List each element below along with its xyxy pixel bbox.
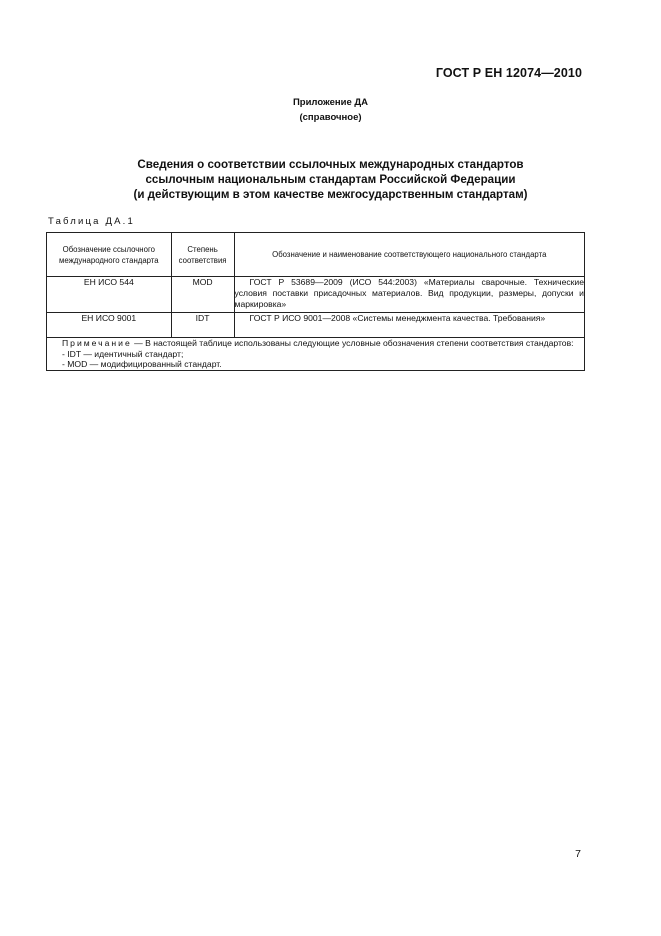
correspondence-table bbox=[46, 232, 585, 371]
section-title-line: ссылочным национальным стандартам Российской Федерации bbox=[145, 173, 516, 186]
table-header-row bbox=[47, 233, 585, 277]
cell-intl-standard: ЕН ИСО 9001 bbox=[47, 313, 172, 338]
national-standard-text: ГОСТ Р ИСО 9001—2008 «Системы менеджмента качества. Требования» bbox=[249, 313, 546, 323]
note-text bbox=[47, 338, 584, 349]
cell-degree: IDT bbox=[171, 313, 234, 338]
table-caption: Таблица ДА.1 bbox=[48, 216, 135, 227]
appendix-subtitle: (справочное) bbox=[299, 112, 362, 123]
header-intl-standard: Обозначение ссылочного международного стандарта bbox=[47, 233, 172, 277]
cell-national-standard bbox=[234, 313, 584, 338]
note-label: Примечание bbox=[62, 338, 132, 348]
note-item-text: - MOD — модифицированный стандарт. bbox=[62, 359, 222, 369]
section-title bbox=[90, 157, 571, 202]
header-national-standard: Обозначение и наименование соответствующего национального стандарта bbox=[234, 233, 584, 277]
document-code: ГОСТ Р ЕН 12074—2010 bbox=[435, 66, 582, 80]
note-item-text: - IDT — идентичный стандарт; bbox=[62, 348, 184, 359]
page-number: 7 bbox=[575, 848, 581, 860]
note-body: — В настоящей таблице использованы следующие условные обозначения степени соответствия стандартов: bbox=[134, 338, 574, 348]
table-note-row bbox=[47, 338, 585, 371]
cell-degree: MOD bbox=[171, 277, 234, 313]
national-standard-text: ГОСТ Р 53689—2009 (ИСО 544:2003) «Материалы сварочные. Технические условия поставки присадочных материалов. Вид продукции, размеры, допуски и маркировка» bbox=[234, 277, 584, 309]
cell-intl-standard: ЕН ИСО 544 bbox=[47, 277, 172, 313]
cell-national-standard bbox=[234, 277, 584, 313]
appendix-heading bbox=[0, 95, 661, 125]
table-row bbox=[47, 313, 585, 338]
table-note bbox=[47, 338, 585, 371]
section-title-line: (и действующим в этом качестве межгосударственным стандартам) bbox=[133, 188, 528, 201]
appendix-title: Приложение ДА bbox=[292, 97, 369, 108]
header-degree: Степень соответствия bbox=[171, 233, 234, 277]
table-row bbox=[47, 277, 585, 313]
note-item bbox=[47, 349, 584, 360]
section-title-line: Сведения о соответствии ссылочных международных стандартов bbox=[137, 158, 524, 171]
note-item bbox=[47, 359, 584, 370]
